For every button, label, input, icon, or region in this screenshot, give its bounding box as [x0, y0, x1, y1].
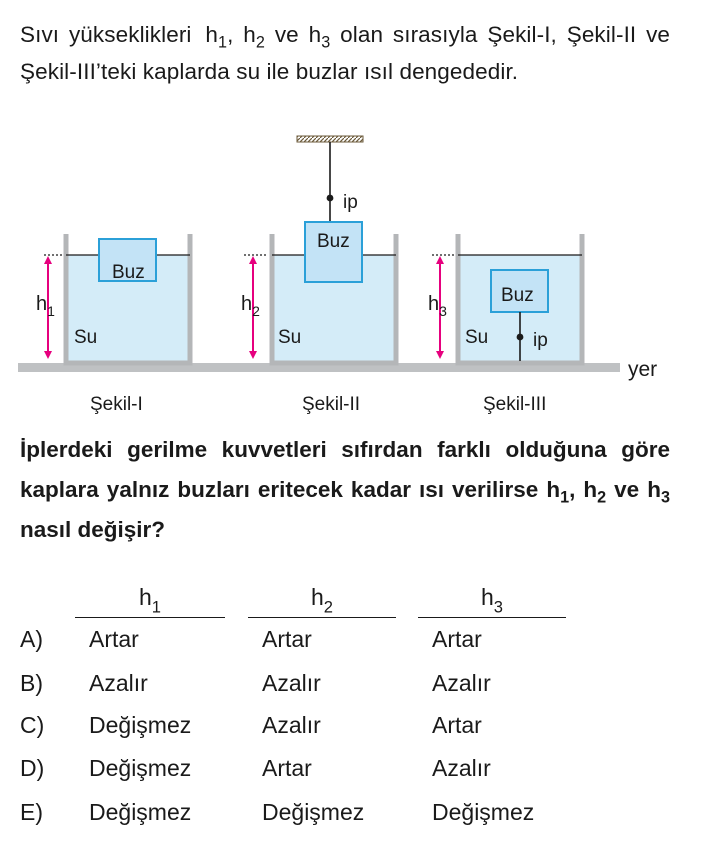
figure-caption-1: Şekil-I: [90, 394, 143, 415]
string-label-3: ip: [533, 330, 548, 351]
figure-caption-3: Şekil-III: [483, 394, 547, 415]
height-label-1: $h_1$: [36, 293, 55, 319]
intro-text-start: Sıvı yükseklikleri: [20, 22, 192, 47]
column-header-h2: $h_2$: [311, 584, 333, 617]
container-sekil-3: [428, 234, 582, 415]
option-letter: C): [20, 712, 45, 738]
option-cell-h1: Azalır: [89, 670, 148, 696]
option-cell-h2: Azalır: [262, 712, 321, 738]
ice-label-2: Buz: [317, 231, 350, 252]
option-cell-h2: Artar: [262, 755, 312, 781]
option-cell-h1: Değişmez: [89, 755, 192, 781]
ice-label-1: Buz: [112, 262, 145, 283]
physics-figure: [0, 130, 709, 420]
option-cell-h2: Azalır: [262, 670, 321, 696]
option-letter: D): [20, 755, 45, 781]
h3-symbol: $h_3$: [308, 22, 331, 52]
option-letter: B): [20, 670, 43, 696]
option-cell-h3: Azalır: [432, 670, 491, 696]
h2-symbol: $h_2$: [243, 22, 265, 52]
container-sekil-2: [241, 136, 396, 415]
water-label-1: Su: [74, 327, 98, 348]
column-header-h3: $h_3$: [481, 584, 503, 617]
option-letter: A): [20, 626, 43, 652]
column-rule-h2: [248, 617, 396, 618]
option-letter: E): [20, 799, 43, 825]
option-cell-h1: Değişmez: [89, 799, 192, 825]
q-h1-symbol: $h_1$: [546, 477, 570, 507]
option-cell-h2: Değişmez: [262, 799, 365, 825]
container-sekil-1: [36, 234, 190, 415]
option-cell-h2: Artar: [262, 626, 312, 652]
intro-text-end: olan sırasıyla Şekil-I, Şekil-II ve Şekil-III’teki kaplarda su ile buzlar ısıl dengededir.: [20, 22, 671, 84]
height-label-2: $h_2$: [241, 293, 260, 319]
h1-symbol: $h_1$: [205, 22, 228, 52]
ground-label: yer: [628, 358, 658, 381]
column-header-h1: $h_1$: [139, 584, 161, 617]
figure-caption-2: Şekil-II: [302, 394, 361, 415]
string-label-2: ip: [343, 192, 358, 213]
option-cell-h1: Değişmez: [89, 712, 192, 738]
option-cell-h3: Artar: [432, 712, 482, 738]
option-cell-h1: Artar: [89, 626, 139, 652]
height-label-3: $h_3$: [428, 293, 447, 319]
water-label-3: Su: [465, 327, 489, 348]
option-cell-h3: Değişmez: [432, 799, 535, 825]
q-h3-symbol: $h_3$: [647, 477, 670, 507]
column-rule-h1: [75, 617, 225, 618]
option-cell-h3: Azalır: [432, 755, 491, 781]
question-text: İplerdeki gerilme kuvvetleri sıfırdan farklı olduğuna göre kaplara yalnız buzları eritecek kadar ısı verilirse $h_1$, $h_2$ ve $h_3$ nasıl değişir?: [20, 437, 670, 542]
option-cell-h3: Artar: [432, 626, 482, 652]
column-rule-h3: [418, 617, 566, 618]
ceiling-support: [297, 136, 363, 142]
ice-label-3: Buz: [501, 285, 534, 306]
intro-paragraph: Sıvı yükseklikleri $h_1$, $h_2$ ve $h_3$ olan sırasıyla Şekil-I, Şekil-II ve Şekil-III’teki kaplarda su ile buzlar ısıl dengededir.: [20, 22, 671, 84]
water-label-2: Su: [278, 327, 302, 348]
q-h2-symbol: $h_2$: [583, 477, 607, 507]
